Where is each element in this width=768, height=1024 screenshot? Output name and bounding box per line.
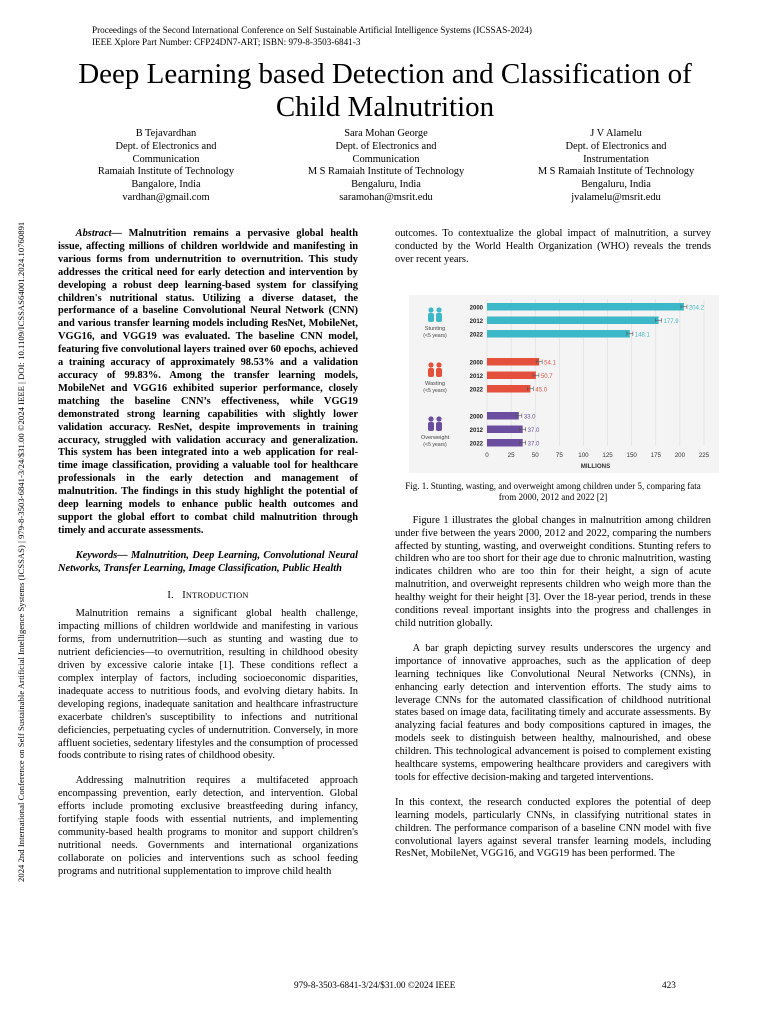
year-label: 2022 bbox=[469, 441, 483, 448]
bar bbox=[487, 439, 523, 447]
abstract bbox=[58, 228, 358, 538]
year-label: 2022 bbox=[469, 332, 483, 339]
x-tick-label: 50 bbox=[531, 451, 539, 459]
author-institution: M S Ramaiah Institute of Technology bbox=[537, 166, 695, 178]
bar bbox=[487, 358, 539, 366]
child-body-icon bbox=[428, 368, 434, 377]
title-line-2: Child Malnutrition bbox=[275, 91, 495, 123]
bar bbox=[487, 316, 659, 324]
part-number-line: IEEE Xplore Part Number: CFP24DN7-ART; ISBN: 979-8-3503-6841-3 bbox=[92, 37, 361, 47]
year-label: 2012 bbox=[469, 373, 483, 380]
x-tick-label: 200 bbox=[674, 451, 686, 459]
x-tick-label: 125 bbox=[602, 451, 613, 459]
year-label: 2012 bbox=[469, 318, 483, 325]
bar bbox=[487, 385, 530, 393]
paper-title bbox=[20, 58, 750, 124]
author-dept: Dept. of Electronics and bbox=[115, 140, 217, 152]
value-label: 50.7 bbox=[540, 373, 553, 380]
author-block-1 bbox=[56, 128, 276, 205]
child-head-icon bbox=[436, 416, 441, 421]
page-number: 423 bbox=[662, 980, 676, 990]
year-label: 2012 bbox=[469, 427, 483, 434]
child-body-icon bbox=[436, 313, 442, 322]
value-label: 45.0 bbox=[535, 387, 548, 394]
bar bbox=[487, 425, 523, 433]
x-tick-label: 75 bbox=[555, 451, 563, 459]
value-label: 33.0 bbox=[523, 414, 536, 421]
child-body-icon bbox=[436, 422, 442, 431]
child-head-icon bbox=[428, 362, 433, 367]
bar bbox=[487, 303, 684, 311]
bar bbox=[487, 412, 519, 420]
value-label: 148.1 bbox=[634, 332, 650, 339]
author-dept: Communication bbox=[352, 153, 420, 165]
side-copyright-notice: 2024 2nd International Conference on Self Sustainable Artificial Intelligence Systems (ICSSAS) | 979-8-3503-6841-3/24/$31.00 ©2024 IEEE | DOI: 10.1109/ICSSAS64001.2024.10760891 bbox=[16, 221, 26, 882]
group-sublabel: (<5 years) bbox=[423, 387, 447, 394]
author-city: Bengaluru, India bbox=[581, 179, 651, 191]
x-tick-label: 150 bbox=[626, 451, 637, 459]
body-paragraph-2: A bar graph depicting survey results underscores the urgency and importance of innovative approaches, such as the application of deep learning techniques like Convolutional Neural Networks (CNNs), in enhancing early detection and intervention efforts. The study aims to leverage CNNs for the automated classification of childhood nutritional states based on image data, facilitating timely and accurate assessments. By analyzing facial features and body compositions captured in images, the models seek to distinguish between healthy, malnourished, and obese children. This technological advancement is poised to complement existing healthcare systems, empowering healthcare providers and caregivers with tools for effective decision-making and targeted interventions. bbox=[395, 642, 711, 783]
author-city: Bangalore, India bbox=[131, 179, 201, 191]
section-number: I. bbox=[167, 589, 174, 601]
child-head-icon bbox=[436, 362, 441, 367]
section-heading-introduction bbox=[58, 590, 358, 603]
x-tick-label: 175 bbox=[650, 451, 661, 459]
group-label: Stunting bbox=[424, 325, 446, 332]
year-label: 2000 bbox=[469, 414, 483, 421]
child-body-icon bbox=[436, 368, 442, 377]
value-label: 177.9 bbox=[663, 318, 679, 325]
x-tick-label: 100 bbox=[578, 451, 589, 459]
author-institution: M S Ramaiah Institute of Technology bbox=[307, 166, 465, 178]
conference-header bbox=[92, 24, 532, 48]
child-head-icon bbox=[428, 416, 433, 421]
year-label: 2000 bbox=[469, 360, 483, 367]
intro-paragraph-1: Malnutrition remains a significant global health challenge, impacting millions of children worldwide and manifesting in various forms, from undernutrition—such as stunting and wasting due to nutrient deficiencies—to overnutrition, resulting in childhood obesity driven by excessive calorie intake [1]. These conditions reflect a complex interplay of factors, including socioeconomic disparities, inadequate access to nutritious foods, and evolving dietary habits. In developing regions, inadequate sanitation and healthcare infrastructure exacerbate children's susceptibility to infections and nutritional deficiencies, perpetuating cycles of undernutrition. Conversely, in more affluent societies, sedentary lifestyles and the consumption of processed foods contribute to rising rates of childhood obesity. bbox=[58, 608, 358, 762]
body-paragraph-3: In this context, the research conducted explores the potential of deep learning models, particularly CNNs, in classifying nutritional states in children. The performance comparison of a baseline CNN model with five convolutional layers against several transfer learning models, including ResNet, MobileNet, VGG16, and VGG19 has been performed. The bbox=[395, 796, 711, 860]
author-institution: Ramaiah Institute of Technology bbox=[97, 166, 235, 178]
footer-copyright: 979-8-3503-6841-3/24/$31.00 ©2024 IEEE bbox=[294, 980, 456, 990]
title-line-1: Deep Learning based Detection and Classification of bbox=[78, 58, 692, 90]
section-first-letter: I bbox=[182, 589, 186, 601]
year-label: 2022 bbox=[469, 387, 483, 394]
author-dept: Dept. of Electronics and bbox=[565, 140, 667, 152]
group-label: Wasting bbox=[425, 380, 445, 387]
malnutrition-bar-chart bbox=[409, 295, 719, 473]
author-dept: Communication bbox=[132, 153, 200, 165]
group-sublabel: (<5 years) bbox=[423, 332, 447, 339]
child-head-icon bbox=[428, 307, 433, 312]
x-axis-label: MILLIONS bbox=[580, 462, 611, 470]
author-email: vardhan@gmail.com bbox=[122, 191, 210, 203]
author-email: jvalamelu@msrit.edu bbox=[571, 191, 661, 203]
keywords bbox=[58, 550, 358, 576]
author-name: Sara Mohan George bbox=[344, 128, 428, 139]
right-column bbox=[395, 228, 711, 861]
group-label: Overweight bbox=[420, 434, 450, 441]
x-tick-label: 0 bbox=[485, 451, 489, 459]
child-body-icon bbox=[428, 313, 434, 322]
group-sublabel: (<5 years) bbox=[423, 441, 447, 448]
intro-paragraph-2: Addressing malnutrition requires a multifaceted approach encompassing prevention, early detection, and intervention. Global efforts include promoting exclusive breastfeeding during infancy, fortifying staple foods with essential nutrients, and implementing community-based health programs to monitor and support children's nutritional needs. Governments and international organizations collaborate on policies and interventions such as school feeding programs and nutritional supplementation to improve child health bbox=[58, 775, 358, 877]
x-tick-label: 225 bbox=[698, 451, 710, 459]
author-email: saramohan@msrit.edu bbox=[339, 191, 433, 203]
bar bbox=[487, 330, 630, 338]
value-label: 54.1 bbox=[544, 360, 556, 367]
child-head-icon bbox=[436, 307, 441, 312]
child-body-icon bbox=[428, 422, 434, 431]
conference-line: Proceedings of the Second International Conference on Self Sustainable Artificial Intelligence Systems (ICSSAS-2024) bbox=[92, 25, 532, 35]
left-column bbox=[58, 228, 358, 879]
author-dept: Instrumentation bbox=[583, 153, 649, 165]
figure-caption: Fig. 1. Stunting, wasting, and overweight among children under 5, comparing fata from 2000, 2012 and 2022 [2] bbox=[405, 480, 701, 502]
author-block-2 bbox=[276, 128, 496, 205]
value-label: 37.0 bbox=[527, 441, 540, 448]
keywords-lead: Keywords— bbox=[75, 549, 128, 561]
intro-continuation: outcomes. To contextualize the global impact of malnutrition, a survey conducted by the World Health Organization (WHO) reveals the trends over recent years. bbox=[395, 228, 711, 265]
author-name: J V Alamelu bbox=[590, 128, 642, 139]
abstract-text: Malnutrition remains a pervasive global health issue, affecting millions of children worldwide and manifesting in various forms from undernutrition to overnutrition. This study addresses the critical need for early detection and intervention by developing a robust deep learning-based system for classifying children's nutritional status. Utilizing a diverse dataset, the performance of a baseline Convolutional Neural Network (CNN) and various transfer learning models including ResNet, MobileNet, VGG16, and VGG19 was evaluated. The baseline CNN model, featuring five convolutional layers trained over 60 epochs, achieved a training accuracy of approximately 98.53% and a validation accuracy of 99.83%. Among the transfer learning models, MobileNet and VGG16 exhibited superior performance, closely matching the baseline CNN’s effectiveness, while VGG19 demonstrated strong learning capabilities with slightly lower validation accuracy. ResNet, despite improvements in training accuracy, struggled with validation accuracy and generalization. This system has been integrated into a web application for real-time image classification, providing a valuable tool for healthcare professionals in the early detection and management of malnutrition. The findings in this study highlight the potential of deep learning models to enhance public health outcomes and support the global effort to combat child malnutrition through timely and accurate assessments. bbox=[58, 228, 358, 536]
author-dept: Dept. of Electronics and bbox=[335, 140, 437, 152]
body-paragraph-1: Figure 1 illustrates the global changes in malnutrition among children under five between the years 2000, 2012 and 2022, comparing the numbers affected by stunting, wasting, and overweight conditions. Stunting refers to children who are too short for their age due to chronic malnutrition, wasting indicates children who are too thin for their height, a sign of acute malnutrition, and overweight represents children who weigh more than the healthy weight for their height [3]. Over the 18-year period, trends in these conditions reveal important insights into the progress and challenges in child nutrition globally. bbox=[395, 514, 711, 629]
x-tick-label: 25 bbox=[507, 451, 515, 459]
bar bbox=[487, 371, 536, 379]
author-name: B Tejavardhan bbox=[135, 128, 197, 139]
year-label: 2000 bbox=[469, 305, 483, 312]
section-title-rest: NTRODUCTION bbox=[185, 590, 249, 600]
author-block-3 bbox=[506, 128, 726, 205]
keywords-text: Malnutrition, Deep Learning, Convolutional Neural Networks, Transfer Learning, Image Classification, Public Health bbox=[58, 549, 358, 574]
author-city: Bengaluru, India bbox=[351, 179, 421, 191]
value-label: 204.2 bbox=[688, 305, 704, 312]
figure-1 bbox=[409, 295, 719, 473]
abstract-lead: Abstract— bbox=[75, 228, 122, 239]
value-label: 37.0 bbox=[527, 427, 540, 434]
